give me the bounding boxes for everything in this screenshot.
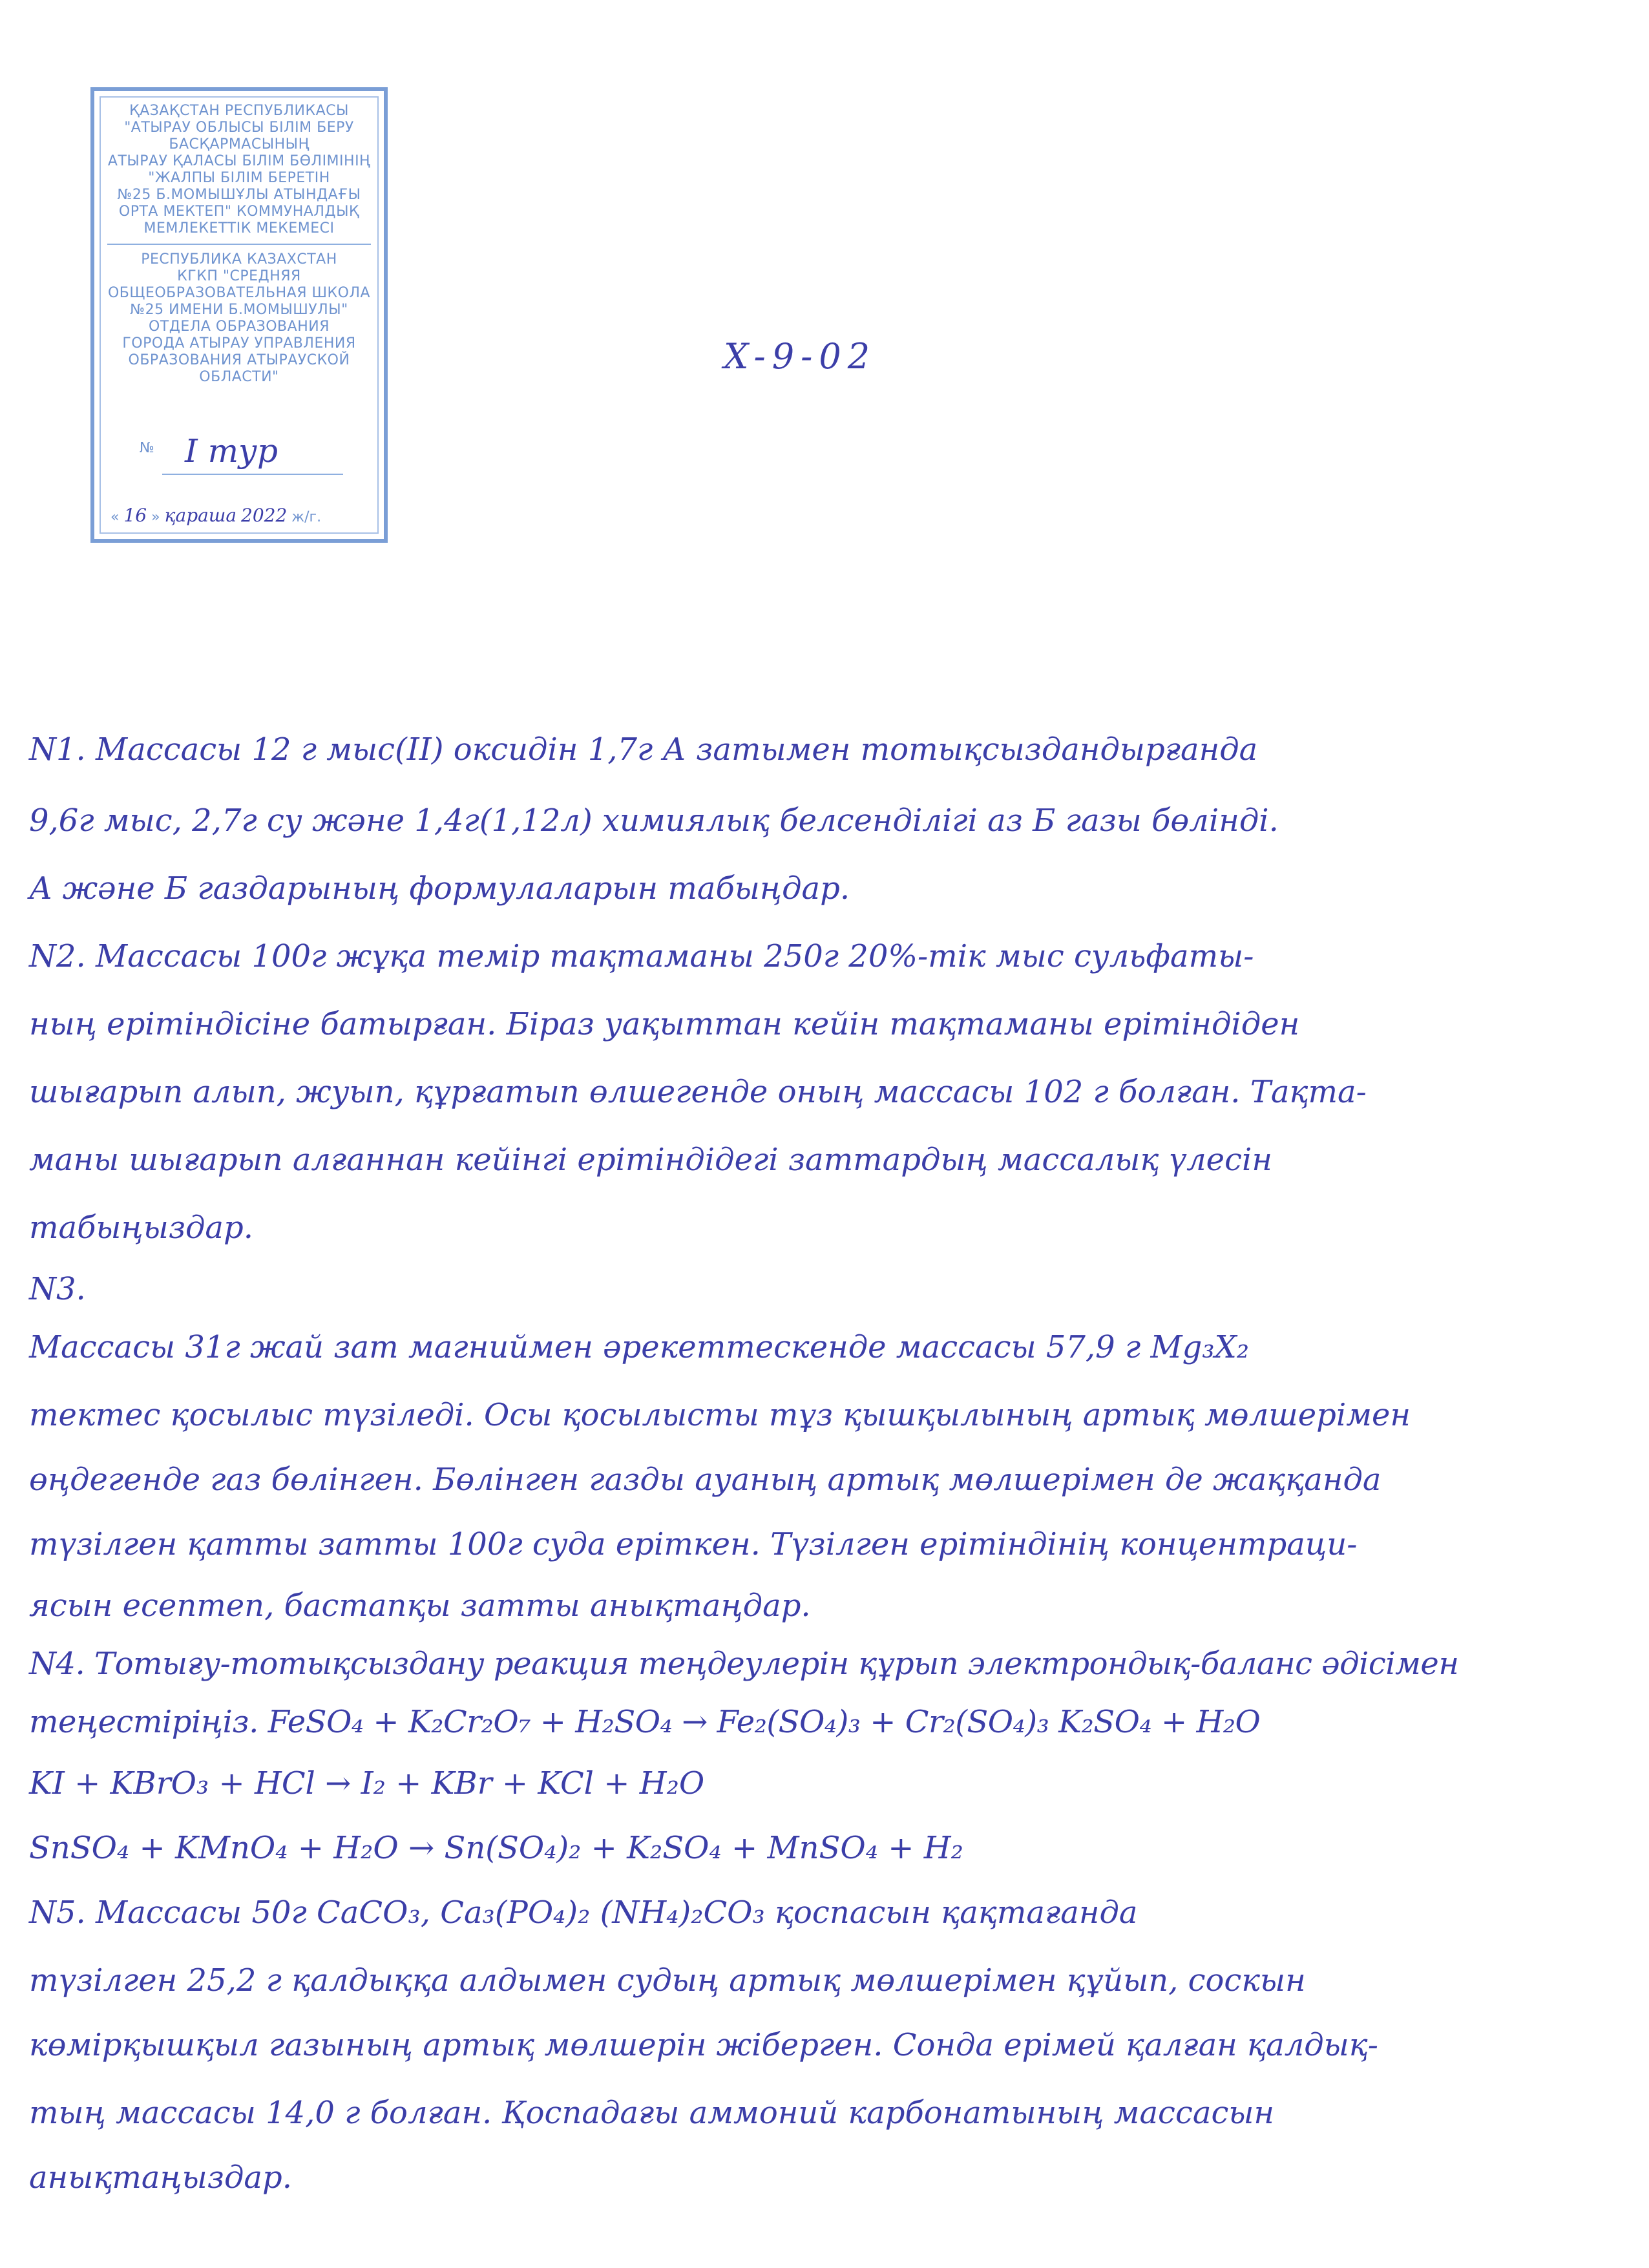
handwritten-line: шығарып алып, жуып, құрғатып өлшегенде оның массасы 102 г болған. Тақта- xyxy=(29,1074,1367,1110)
handwritten-line: өңдегенде газ бөлінген. Бөлінген газды ауаның артық мөлшерімен де жаққанда xyxy=(29,1462,1381,1498)
handwritten-line: SnSO₄ + KMnO₄ + H₂O → Sn(SO₄)₂ + K₂SO₄ + MnSO₄ + H₂ xyxy=(29,1830,963,1866)
stamp-date-row xyxy=(110,505,321,526)
handwritten-line: N3. xyxy=(29,1271,86,1307)
handwritten-line: теңестіріңіз. FeSO₄ + K₂Cr₂O₇ + H₂SO₄ → Fe₂(SO₄)₃ + Cr₂(SO₄)₃ K₂SO₄ + H₂O xyxy=(29,1704,1261,1740)
handwritten-line: N5. Массасы 50г CaCO₃, Ca₃(PO₄)₂ (NH₄)₂CO₃ қоспасын қақтағанда xyxy=(29,1895,1138,1931)
handwritten-line: табыңыздар. xyxy=(29,1210,254,1246)
stamp-number-underline xyxy=(162,474,343,475)
handwritten-line: N2. Массасы 100г жұқа темір тақтаманы 250г 20%-тік мыс сульфаты- xyxy=(29,938,1254,974)
stamp-kazakh-text: ҚАЗАҚСТАН РЕСПУБЛИКАСЫ "АТЫРАУ ОБЛЫСЫ БІЛІМ БЕРУ БАСҚАРМАСЫНЫҢ АТЫРАУ ҚАЛАСЫ БІЛІМ БӨЛІМІНІҢ "ЖАЛПЫ БІЛІМ БЕРЕТІН №25 Б.МОМЫШҰЛЫ АТЫНДАҒЫ ОРТА МЕКТЕП" КОММУНАЛДЫҚ МЕМЛЕКЕТТІК МЕКЕМЕСІ xyxy=(107,103,371,236)
handwritten-line: 9,6г мыс, 2,7г су және 1,4г(1,12л) химиялық белсенділігі аз Б газы бөлінді. xyxy=(29,803,1279,839)
stamp-number-value: I тур xyxy=(185,432,278,470)
handwritten-line: N1. Массасы 12 г мыс(II) оксидін 1,7г А затымен тотықсыздандырғанда xyxy=(29,731,1258,768)
handwritten-line: көмірқышқыл газының артық мөлшерін жіберген. Сонда ерімей қалған қалдық- xyxy=(29,2027,1378,2063)
handwritten-line: түзілген қатты затты 100г суда еріткен. Түзілген ерітіндінің концентраци- xyxy=(29,1526,1358,1562)
handwritten-line: анықтаңыздар. xyxy=(29,2159,292,2196)
handwritten-line: маны шығарып алғаннан кейінгі ерітіндідегі заттардың массалық үлесін xyxy=(29,1142,1272,1178)
handwritten-line: Массасы 31г жай зат магниймен әрекеттескенде массасы 57,9 г Mg₃X₂ xyxy=(29,1329,1250,1365)
handwritten-line: N4. Тотығу-тотықсыздану реакция теңдеулерін құрып электрондық-баланс әдісімен xyxy=(29,1646,1459,1682)
school-stamp xyxy=(90,87,388,543)
stamp-number-label: № xyxy=(140,440,154,456)
stamp-date-open-quote: « xyxy=(110,509,120,525)
handwritten-line: ның ерітіндісіне батырған. Біраз уақыттан кейін тақтаманы ерітіндіден xyxy=(29,1006,1300,1042)
variant-code: X-9-02 xyxy=(724,336,877,377)
handwritten-line: тың массасы 14,0 г болған. Қоспадағы аммоний карбонатының массасын xyxy=(29,2095,1275,2131)
handwritten-line: тектес қосылыс түзіледі. Осы қосылысты тұз қышқылының артық мөлшерімен xyxy=(29,1397,1411,1433)
handwritten-line: ясын есептеп, бастапқы затты анықтаңдар. xyxy=(29,1588,811,1624)
handwritten-line: түзілген 25,2 г қалдыққа алдымен судың артық мөлшерімен құйып, соскын xyxy=(29,1962,1306,1999)
handwritten-line: А және Б газдарының формулаларын табыңдар. xyxy=(29,870,850,907)
stamp-date-close-quote: » xyxy=(151,509,160,525)
stamp-date-year: 2022 xyxy=(241,505,288,526)
stamp-date-suffix: ж/г. xyxy=(291,509,322,525)
stamp-date-day: 16 xyxy=(123,505,147,526)
handwritten-line: KI + KBrO₃ + HCl → I₂ + KBr + KCl + H₂O xyxy=(29,1765,705,1801)
stamp-russian-text: РЕСПУБЛИКА КАЗАХСТАН КГКП "СРЕДНЯЯ ОБЩЕОБРАЗОВАТЕЛЬНАЯ ШКОЛА №25 ИМЕНИ Б.МОМЫШУЛЫ" ОТДЕЛА ОБРАЗОВАНИЯ ГОРОДА АТЫРАУ УПРАВЛЕНИЯ ОБРАЗОВАНИЯ АТЫРАУСКОЙ ОБЛАСТИ" xyxy=(107,251,371,385)
stamp-date-month: қараша xyxy=(164,505,237,526)
